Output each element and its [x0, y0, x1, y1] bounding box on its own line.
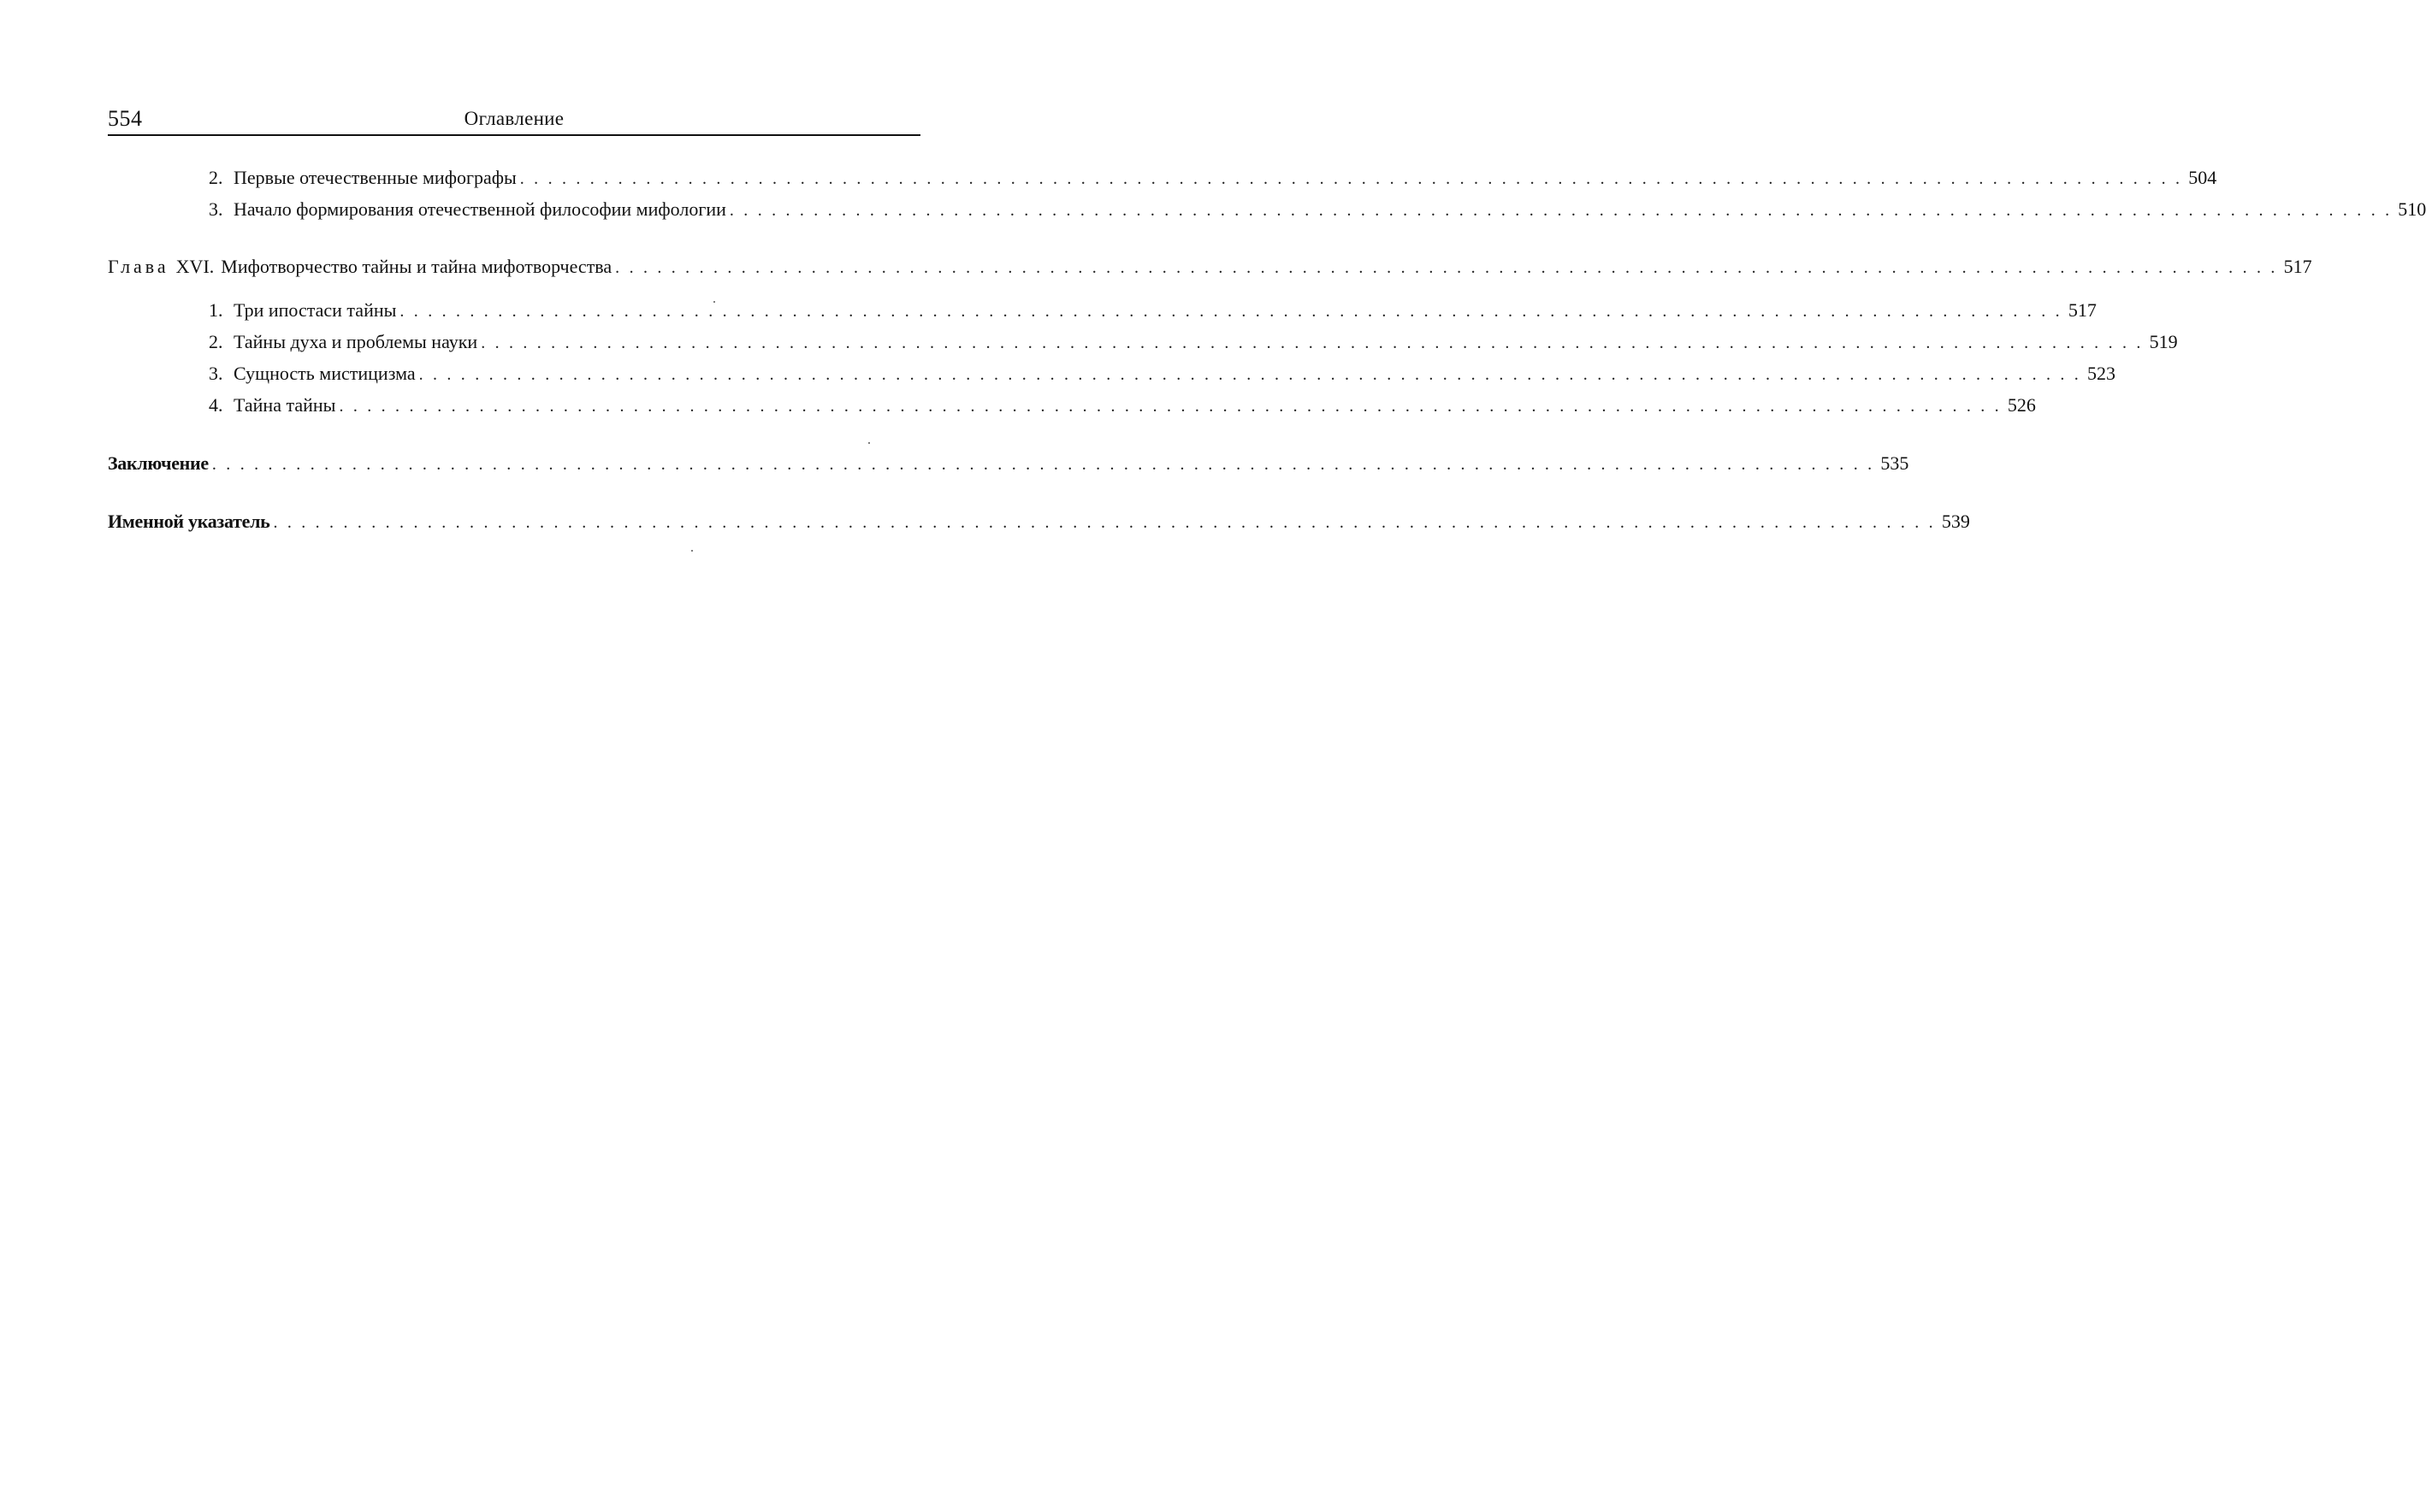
spacer — [108, 287, 920, 299]
dot-leader — [399, 301, 2062, 322]
header-rule — [108, 134, 920, 136]
toc-entry-conclusion[interactable] — [108, 452, 1909, 484]
dot-leader — [615, 257, 2277, 278]
table-of-contents — [108, 167, 2426, 542]
toc-entry-section[interactable] — [108, 394, 2036, 426]
toc-entry-section[interactable] — [108, 299, 2097, 331]
toc-entry-chapter[interactable] — [108, 256, 2312, 287]
chapter-label: Глава — [108, 256, 169, 277]
chapter-title: Мифотворчество тайны и тайна мифотворчества — [221, 256, 612, 277]
dot-leader — [730, 200, 2392, 221]
section-title: Тайна тайны — [234, 394, 336, 416]
scan-speck — [868, 442, 870, 444]
section-number: 2. — [209, 331, 223, 352]
running-head — [108, 103, 920, 132]
page-ref: 535 — [1880, 452, 1909, 474]
page-ref: 517 — [2283, 256, 2312, 277]
section-number: 1. — [209, 299, 223, 321]
section-title: Сущность мистицизма — [234, 363, 416, 384]
index-title: Именной указатель — [108, 511, 270, 532]
toc-entry-section[interactable] — [108, 198, 2426, 230]
page-ref: 539 — [1941, 511, 1970, 532]
chapter-number: XVI. — [175, 256, 215, 277]
section-number: 2. — [209, 167, 223, 188]
scan-speck — [713, 301, 715, 303]
spacer — [108, 230, 920, 256]
page-ref: 526 — [2007, 394, 2036, 416]
section-number: 3. — [209, 363, 223, 384]
page-ref: 517 — [2068, 299, 2097, 321]
toc-entry-section[interactable] — [108, 167, 2217, 198]
dot-leader — [273, 512, 1935, 533]
conclusion-title: Заключение — [108, 452, 209, 474]
page-ref: 504 — [2188, 167, 2217, 188]
section-number: 3. — [209, 198, 223, 220]
toc-entry-section[interactable] — [108, 363, 2116, 394]
dot-leader — [520, 168, 2182, 189]
section-title: Первые отечественные мифографы — [234, 167, 517, 188]
dot-leader — [419, 364, 2081, 385]
dot-leader — [481, 333, 2143, 353]
section-title: Три ипостаси тайны — [234, 299, 397, 321]
dot-leader — [339, 396, 2001, 416]
page-ref: 510 — [2398, 198, 2426, 220]
scan-speck — [691, 550, 693, 552]
spacer — [108, 426, 920, 452]
section-number: 4. — [209, 394, 223, 416]
spacer — [108, 484, 920, 511]
running-title: Оглавление — [464, 108, 565, 129]
dot-leader — [212, 454, 1874, 475]
toc-entry-section[interactable] — [108, 331, 2178, 363]
toc-entry-index[interactable] — [108, 511, 1970, 542]
page-number: 554 — [108, 106, 143, 131]
page-ref: 523 — [2087, 363, 2116, 384]
page-ref: 519 — [2149, 331, 2178, 352]
section-title: Тайны духа и проблемы науки — [234, 331, 478, 352]
section-title: Начало формирования отечественной философии мифологии — [234, 198, 726, 220]
